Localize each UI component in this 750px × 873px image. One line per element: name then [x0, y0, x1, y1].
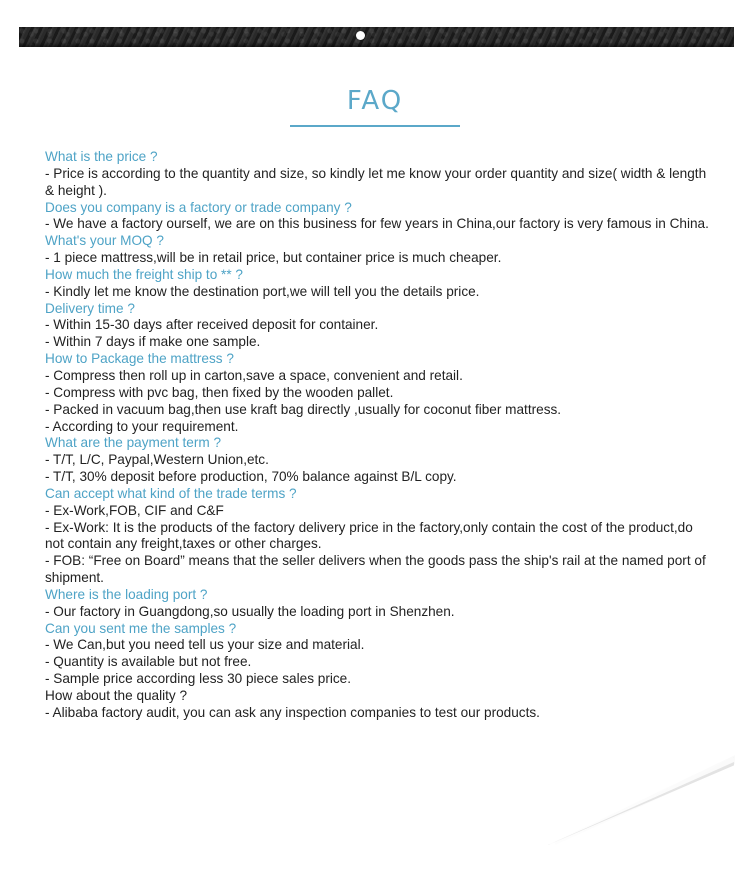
faq-answer: - We have a factory ourself, we are on this business for few years in China,our factory is very famous in China.: [45, 216, 709, 232]
faq-question: Can you sent me the samples ?: [45, 620, 237, 636]
faq-answer: - Alibaba factory audit, you can ask any inspection companies to test our products.: [45, 704, 540, 720]
faq-list: [45, 149, 715, 722]
leather-header-bar: [19, 27, 734, 47]
faq-answer: - Price is according to the quantity and size, so kindly let me know your order quantity and size( width & length & height ).: [45, 165, 707, 198]
faq-answer: - Sample price according less 30 piece sales price.: [45, 671, 352, 687]
faq-answer: - Ex-Work: It is the products of the factory delivery price in the factory,only contain the cost of the product,do not contain any freight,taxes or other charges.: [45, 519, 693, 552]
faq-question: Does you company is a factory or trade company ?: [45, 199, 352, 215]
faq-question: Can accept what kind of the trade terms ?: [45, 485, 297, 501]
faq-answer: - Ex-Work,FOB, CIF and C&F: [45, 502, 224, 518]
faq-answer: - According to your requirement.: [45, 418, 239, 434]
faq-answer: - Kindly let me know the destination port,we will tell you the details price.: [45, 283, 480, 299]
faq-answer: - We Can,but you need tell us your size and material.: [45, 637, 365, 653]
faq-question: What's your MOQ ?: [45, 233, 164, 249]
faq-answer: - T/T, 30% deposit before production, 70% balance against B/L copy.: [45, 469, 457, 485]
faq-answer: - Compress with pvc bag, then fixed by the wooden pallet.: [45, 384, 394, 400]
faq-question: How much the freight ship to ** ?: [45, 266, 243, 282]
faq-answer: - 1 piece mattress,will be in retail price, but container price is much cheaper.: [45, 250, 502, 266]
faq-question: How to Package the mattress ?: [45, 351, 234, 367]
faq-question: Delivery time ?: [45, 300, 135, 316]
faq-answer: - Within 15-30 days after received deposit for container.: [45, 317, 379, 333]
pin-hole-icon: [356, 31, 365, 40]
page-title: FAQ: [346, 86, 404, 116]
faq-answer: - Compress then roll up in carton,save a space, convenient and retail.: [45, 367, 463, 383]
title-underline: [290, 125, 460, 127]
faq-question: How about the quality ?: [45, 688, 188, 703]
faq-question: What is the price ?: [45, 149, 158, 164]
faq-answer: - Our factory in Guangdong,so usually the loading port in Shenzhen.: [45, 603, 455, 619]
faq-answer: - Packed in vacuum bag,then use kraft bag directly ,usually for coconut fiber mattress.: [45, 401, 562, 417]
faq-question: Where is the loading port ?: [45, 586, 208, 602]
faq-answer: - FOB: “Free on Board” means that the seller delivers when the goods pass the ship's rail at the named port of shipment.: [45, 553, 706, 586]
faq-answer: - Within 7 days if make one sample.: [45, 334, 261, 350]
faq-answer: - T/T, L/C, Paypal,Western Union,etc.: [45, 452, 269, 468]
faq-answer: - Quantity is available but not free.: [45, 654, 252, 670]
faq-question: What are the payment term ?: [45, 435, 222, 451]
